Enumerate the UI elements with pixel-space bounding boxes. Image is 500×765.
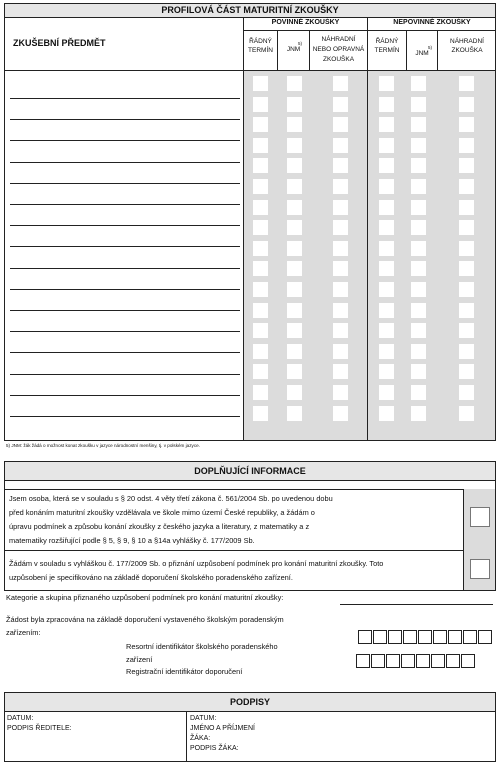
- col-replacement-2: ZKOUŠKA: [451, 47, 483, 54]
- exam-checkbox[interactable]: [411, 220, 426, 235]
- exam-checkbox[interactable]: [253, 117, 268, 132]
- subject-input-line[interactable]: [10, 183, 240, 184]
- col-jnm: JNM: [286, 46, 301, 53]
- exam-checkbox[interactable]: [253, 97, 268, 112]
- col-replacement-1: NÁHRADNÍ: [450, 38, 484, 45]
- subject-input-line[interactable]: [10, 204, 240, 205]
- exam-checkbox[interactable]: [287, 344, 302, 359]
- subject-input-line[interactable]: [10, 268, 240, 269]
- exam-checkbox[interactable]: [333, 406, 348, 421]
- subject-input-line[interactable]: [10, 395, 240, 396]
- registration-id-cell[interactable]: [416, 654, 430, 668]
- exam-checkbox[interactable]: [459, 344, 474, 359]
- profile-footnote: 5) JNM: žák žádá o možnost konat zkoušku v jazyce národnostní menšiny, tj. v polském jazyce.: [6, 443, 200, 448]
- resort-id-cell[interactable]: [403, 630, 417, 644]
- exam-checkbox[interactable]: [253, 179, 268, 194]
- exam-checkbox[interactable]: [333, 76, 348, 91]
- resort-id-label-1: Resortní identifikátor školského poradenského: [126, 642, 278, 651]
- sig-right-signature: PODPIS ŽÁKA:: [190, 745, 239, 752]
- subject-input-line[interactable]: [10, 289, 240, 290]
- col-replacement-retake-1: NÁHRADNÍ: [321, 36, 356, 43]
- exam-checkbox[interactable]: [459, 364, 474, 379]
- registration-id-cell[interactable]: [461, 654, 475, 668]
- col-regular-opt-1: ŘÁDNÝ: [375, 38, 399, 45]
- exam-checkbox[interactable]: [253, 344, 268, 359]
- exam-checkbox[interactable]: [411, 117, 426, 132]
- exam-checkbox[interactable]: [333, 200, 348, 215]
- exam-checkbox[interactable]: [287, 117, 302, 132]
- exam-checkbox[interactable]: [411, 323, 426, 338]
- sig-left-date: DATUM:: [7, 715, 34, 722]
- exam-checkbox[interactable]: [287, 303, 302, 318]
- exam-checkbox[interactable]: [253, 364, 268, 379]
- exam-checkbox[interactable]: [459, 76, 474, 91]
- exam-checkbox[interactable]: [333, 97, 348, 112]
- resort-id-cell[interactable]: [373, 630, 387, 644]
- registration-id-label: Registrační identifikátor doporučení: [126, 667, 243, 676]
- exam-checkbox[interactable]: [379, 179, 394, 194]
- exam-checkbox[interactable]: [459, 138, 474, 153]
- exam-checkbox[interactable]: [459, 117, 474, 132]
- subject-input-line[interactable]: [10, 98, 240, 99]
- signatures-title: PODPISY: [229, 697, 270, 707]
- exam-checkbox[interactable]: [411, 97, 426, 112]
- exam-checkbox[interactable]: [459, 323, 474, 338]
- registration-id-cell[interactable]: [371, 654, 385, 668]
- exam-checkbox[interactable]: [253, 323, 268, 338]
- subject-input-line[interactable]: [10, 119, 240, 120]
- exam-checkbox[interactable]: [411, 364, 426, 379]
- exam-checkbox[interactable]: [379, 241, 394, 256]
- exam-checkbox[interactable]: [253, 158, 268, 173]
- resort-id-cell[interactable]: [478, 630, 492, 644]
- exam-checkbox[interactable]: [459, 282, 474, 297]
- exam-checkbox[interactable]: [459, 303, 474, 318]
- exam-checkbox[interactable]: [287, 158, 302, 173]
- subject-input-line[interactable]: [10, 246, 240, 247]
- exam-checkbox[interactable]: [459, 385, 474, 400]
- subject-input-line[interactable]: [10, 352, 240, 353]
- exam-checkbox[interactable]: [287, 76, 302, 91]
- registration-id-cell[interactable]: [356, 654, 370, 668]
- registration-id-cell[interactable]: [431, 654, 445, 668]
- statement1-checkbox[interactable]: [470, 507, 490, 527]
- supplementary-title: DOPLŇUJÍCÍ INFORMACE: [194, 466, 306, 476]
- exam-checkbox[interactable]: [333, 344, 348, 359]
- exam-checkbox[interactable]: [379, 303, 394, 318]
- exam-checkbox[interactable]: [287, 220, 302, 235]
- exam-checkbox[interactable]: [253, 200, 268, 215]
- request-label-1: Žádost byla zpracována na základě doporučení vystaveného školským poradenským: [6, 615, 284, 624]
- registration-id-cell[interactable]: [386, 654, 400, 668]
- exam-checkbox[interactable]: [411, 303, 426, 318]
- exam-checkbox[interactable]: [287, 97, 302, 112]
- exam-checkbox[interactable]: [333, 158, 348, 173]
- resort-id-cell[interactable]: [358, 630, 372, 644]
- exam-checkbox[interactable]: [459, 241, 474, 256]
- subject-input-line[interactable]: [10, 331, 240, 332]
- col-regular-2: TERMÍN: [248, 47, 273, 54]
- resort-id-cell[interactable]: [418, 630, 432, 644]
- exam-checkbox[interactable]: [333, 303, 348, 318]
- exam-checkbox[interactable]: [411, 282, 426, 297]
- col-jnm-sup: 5): [298, 41, 303, 46]
- statement1-line1: Jsem osoba, která se v souladu s § 20 odst. 4 věty třetí zákona č. 561/2004 Sb. po uvedenou dobu: [9, 494, 333, 503]
- exam-checkbox[interactable]: [379, 220, 394, 235]
- statement1-line3: úpravu podmínek a způsobu konání zkoušky z českého jazyka a literatury, z matematiky a z: [9, 522, 310, 531]
- exam-checkbox[interactable]: [411, 385, 426, 400]
- exam-checkbox[interactable]: [459, 97, 474, 112]
- subject-header: ZKUŠEBNÍ PŘEDMĚT: [13, 38, 106, 48]
- registration-id-cell[interactable]: [446, 654, 460, 668]
- exam-checkbox[interactable]: [333, 261, 348, 276]
- exam-checkbox[interactable]: [287, 364, 302, 379]
- exam-checkbox[interactable]: [379, 323, 394, 338]
- exam-checkbox[interactable]: [253, 303, 268, 318]
- mandatory-header: POVINNÉ ZKOUŠKY: [271, 19, 340, 26]
- exam-checkbox[interactable]: [411, 261, 426, 276]
- exam-checkbox[interactable]: [379, 158, 394, 173]
- exam-checkbox[interactable]: [411, 241, 426, 256]
- registration-id-cell[interactable]: [401, 654, 415, 668]
- exam-checkbox[interactable]: [459, 406, 474, 421]
- exam-checkbox[interactable]: [287, 323, 302, 338]
- exam-checkbox[interactable]: [253, 241, 268, 256]
- exam-checkbox[interactable]: [333, 241, 348, 256]
- exam-checkbox[interactable]: [379, 117, 394, 132]
- exam-checkbox[interactable]: [253, 261, 268, 276]
- col-jnm-opt-sup: 5): [428, 45, 433, 50]
- statement1-line4: matematiky rozšiřující podle § 5, § 9, § 10 a §14a vyhlášky č. 177/2009 Sb.: [9, 536, 255, 545]
- exam-checkbox[interactable]: [253, 138, 268, 153]
- statement2-checkbox[interactable]: [470, 559, 490, 579]
- exam-checkbox[interactable]: [253, 406, 268, 421]
- exam-checkbox[interactable]: [287, 200, 302, 215]
- exam-checkbox[interactable]: [379, 76, 394, 91]
- resort-id-cell[interactable]: [463, 630, 477, 644]
- statement1-line2: před konáním maturitní zkoušky vzdělávala ve škole mimo území České republiky, a žádám o: [9, 508, 315, 517]
- exam-checkbox[interactable]: [287, 138, 302, 153]
- col-replacement-retake-2: NEBO OPRAVNÁ: [312, 46, 365, 53]
- request-label-2: zařízením:: [6, 628, 41, 637]
- exam-checkbox[interactable]: [287, 385, 302, 400]
- sig-right-date: DATUM:: [190, 715, 217, 722]
- subject-input-line[interactable]: [10, 310, 240, 311]
- col-regular-opt-2: TERMÍN: [374, 47, 400, 54]
- exam-checkbox[interactable]: [411, 158, 426, 173]
- subject-input-line[interactable]: [10, 162, 240, 163]
- resort-id-cell[interactable]: [448, 630, 462, 644]
- exam-checkbox[interactable]: [411, 138, 426, 153]
- exam-checkbox[interactable]: [287, 282, 302, 297]
- category-label: Kategorie a skupina přiznaného uzpůsobení podmínek pro konání maturitní zkoušky:: [6, 593, 284, 602]
- exam-checkbox[interactable]: [411, 179, 426, 194]
- col-replacement-retake-3: ZKOUŠKA: [322, 56, 355, 63]
- exam-checkbox[interactable]: [253, 282, 268, 297]
- exam-checkbox[interactable]: [333, 117, 348, 132]
- exam-checkbox[interactable]: [333, 385, 348, 400]
- exam-checkbox[interactable]: [411, 406, 426, 421]
- exam-checkbox[interactable]: [459, 158, 474, 173]
- col-jnm-opt: JNM: [415, 50, 429, 57]
- exam-checkbox[interactable]: [287, 406, 302, 421]
- resort-id-cell[interactable]: [433, 630, 447, 644]
- exam-checkbox[interactable]: [459, 220, 474, 235]
- exam-checkbox[interactable]: [379, 344, 394, 359]
- exam-checkbox[interactable]: [379, 261, 394, 276]
- exam-checkbox[interactable]: [459, 200, 474, 215]
- exam-checkbox[interactable]: [333, 220, 348, 235]
- resort-id-label-2: zařízení: [126, 655, 153, 664]
- statement2-line1: Žádám v souladu s vyhláškou č. 177/2009 Sb. o přiznání uzpůsobení podmínek pro konání maturitní zkoušky. Toto: [9, 559, 384, 568]
- subject-input-line[interactable]: [10, 140, 240, 141]
- exam-checkbox[interactable]: [287, 241, 302, 256]
- subject-input-line[interactable]: [10, 225, 240, 226]
- exam-checkbox[interactable]: [411, 200, 426, 215]
- sig-right-name: JMÉNO A PŘÍJMENÍ: [190, 725, 255, 732]
- sig-right-student: ŽÁKA:: [190, 735, 211, 742]
- exam-checkbox[interactable]: [253, 385, 268, 400]
- exam-checkbox[interactable]: [379, 385, 394, 400]
- exam-checkbox[interactable]: [459, 179, 474, 194]
- exam-checkbox[interactable]: [253, 76, 268, 91]
- statement2-line2: uzpůsobení je specifikováno na základě doporučení školského poradenského zařízení.: [9, 573, 293, 582]
- exam-checkbox[interactable]: [459, 261, 474, 276]
- exam-checkbox[interactable]: [379, 406, 394, 421]
- exam-checkbox[interactable]: [333, 179, 348, 194]
- profile-title: PROFILOVÁ ČÁST MATURITNÍ ZKOUŠKY: [161, 5, 339, 15]
- exam-checkbox[interactable]: [253, 220, 268, 235]
- subject-input-line[interactable]: [10, 416, 240, 417]
- optional-header: NEPOVINNÉ ZKOUŠKY: [393, 19, 471, 26]
- exam-checkbox[interactable]: [287, 179, 302, 194]
- exam-checkbox[interactable]: [379, 282, 394, 297]
- exam-checkbox[interactable]: [333, 282, 348, 297]
- exam-checkbox[interactable]: [333, 323, 348, 338]
- category-input-line[interactable]: [340, 604, 493, 605]
- exam-checkbox[interactable]: [379, 97, 394, 112]
- exam-checkbox[interactable]: [333, 364, 348, 379]
- exam-checkbox[interactable]: [411, 344, 426, 359]
- col-regular-1: ŘÁDNÝ: [249, 38, 272, 45]
- sig-left-director: PODPIS ŘEDITELE:: [7, 725, 72, 732]
- exam-checkbox[interactable]: [379, 364, 394, 379]
- exam-checkbox[interactable]: [379, 138, 394, 153]
- exam-checkbox[interactable]: [411, 76, 426, 91]
- exam-checkbox[interactable]: [287, 261, 302, 276]
- subject-input-line[interactable]: [10, 374, 240, 375]
- exam-checkbox[interactable]: [379, 200, 394, 215]
- resort-id-cell[interactable]: [388, 630, 402, 644]
- exam-checkbox[interactable]: [333, 138, 348, 153]
